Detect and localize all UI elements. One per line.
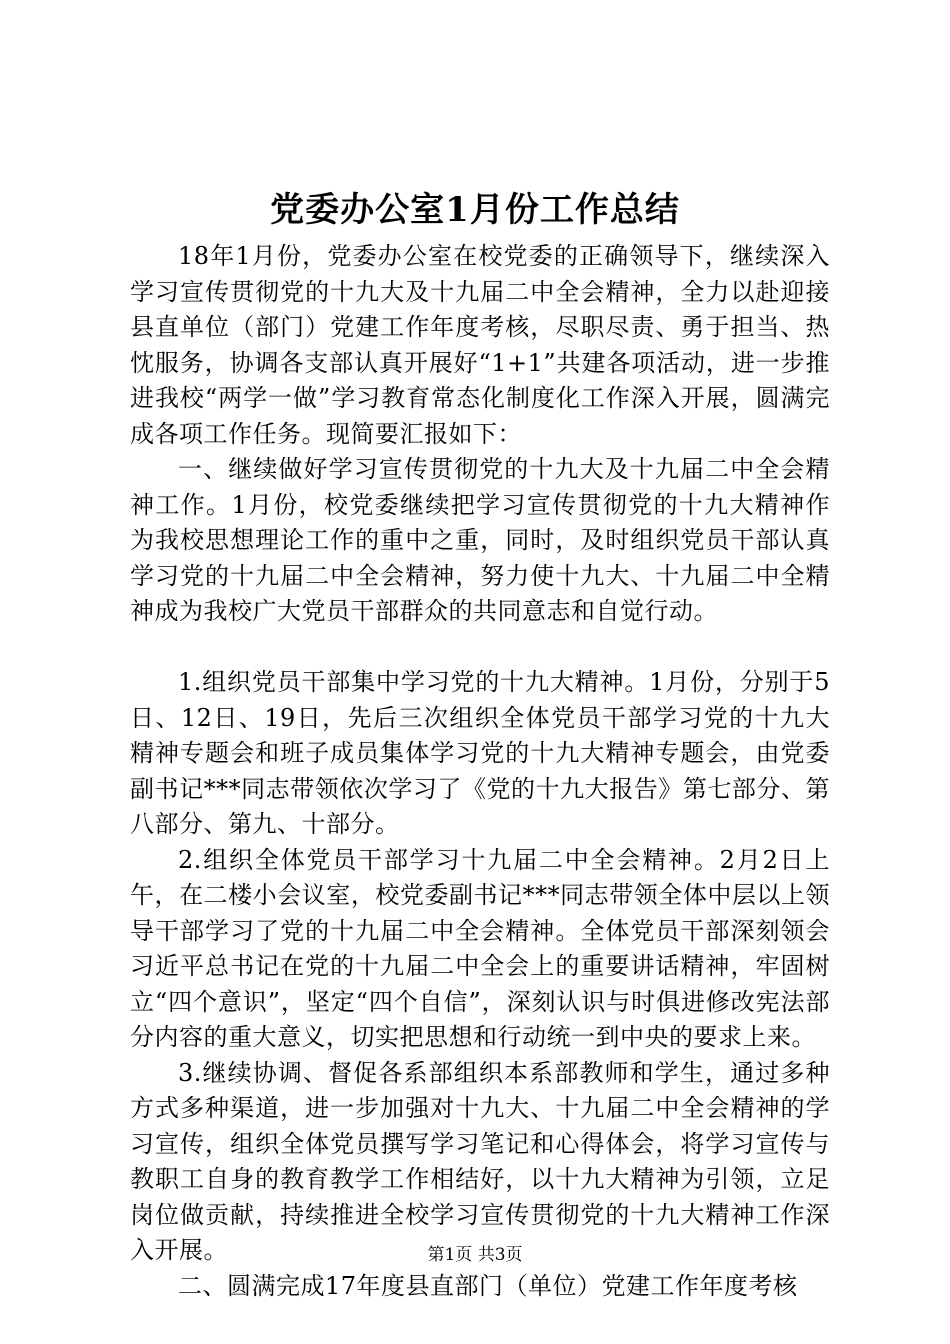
item-three-paragraph: 3.继续协调、督促各系部组织本系部教师和学生，通过多种方式多种渠道，进一步加强对十九大、十九届二中全会精神的学习宣传，组织全体党员撰写学习笔记和心得体会，将学习宣传与教职工自身的教育教学工作相结好，以十九大精神为引领，立足岗位做贡献，持续推进全校学习宣传贯彻党的十九大精神工作深入开展。 xyxy=(130,1058,830,1264)
section-two-heading-paragraph: 二、圆满完成17年度县直部门（单位）党建工作年度考核 xyxy=(178,1271,798,1300)
document-title: 党委办公室1月份工作总结 xyxy=(270,190,680,230)
document-body xyxy=(130,239,830,1304)
item-one-paragraph: 1.组织党员干部集中学习党的十九大精神。1月份，分别于5日、12日、19日，先后三次组织全体党员干部学习党的十九大精神专题会和班子成员集体学习党的十九大精神专题会，由党委副书记***同志带领依次学习了《党的十九大报告》第七部分、第八部分、第九、十部分。 xyxy=(130,668,830,838)
intro-paragraph: 18年1月份，党委办公室在校党委的正确领导下，继续深入学习宣传贯彻党的十九大及十九届二中全会精神，全力以赴迎接县直单位（部门）党建工作年度考核，尽职尽责、勇于担当、热忱服务，协调各支部认真开展好“1+1”共建各项活动，进一步推进我校“两学一做”学习教育常态化制度化工作深入开展，圆满完成各项工作任务。现简要汇报如下： xyxy=(130,242,830,448)
item-two-paragraph: 2.组织全体党员干部学习十九届二中全会精神。2月2日上午，在二楼小会议室，校党委副书记***同志带领全体中层以上领导干部学习了党的十九届二中全会精神。全体党员干部深刻领会习近平总书记在党的十九届二中全会上的重要讲话精神，牢固树立“四个意识”，坚定“四个自信”，深刻认识与时俱进修改宪法部分内容的重大意义，切实把思想和行动统一到中央的要求上来。 xyxy=(130,845,830,1051)
page-number-footer: 第1页 共3页 xyxy=(427,1245,523,1265)
section-one-heading-paragraph: 一、继续做好学习宣传贯彻党的十九大及十九届二中全会精神工作。1月份，校党委继续把学习宣传贯彻党的十九大精神作为我校思想理论工作的重中之重，同时，及时组织党员干部认真学习党的十九届二中全会精神，努力使十九大、十九届二中全精神成为我校广大党员干部群众的共同意志和自觉行动。 xyxy=(130,455,830,625)
